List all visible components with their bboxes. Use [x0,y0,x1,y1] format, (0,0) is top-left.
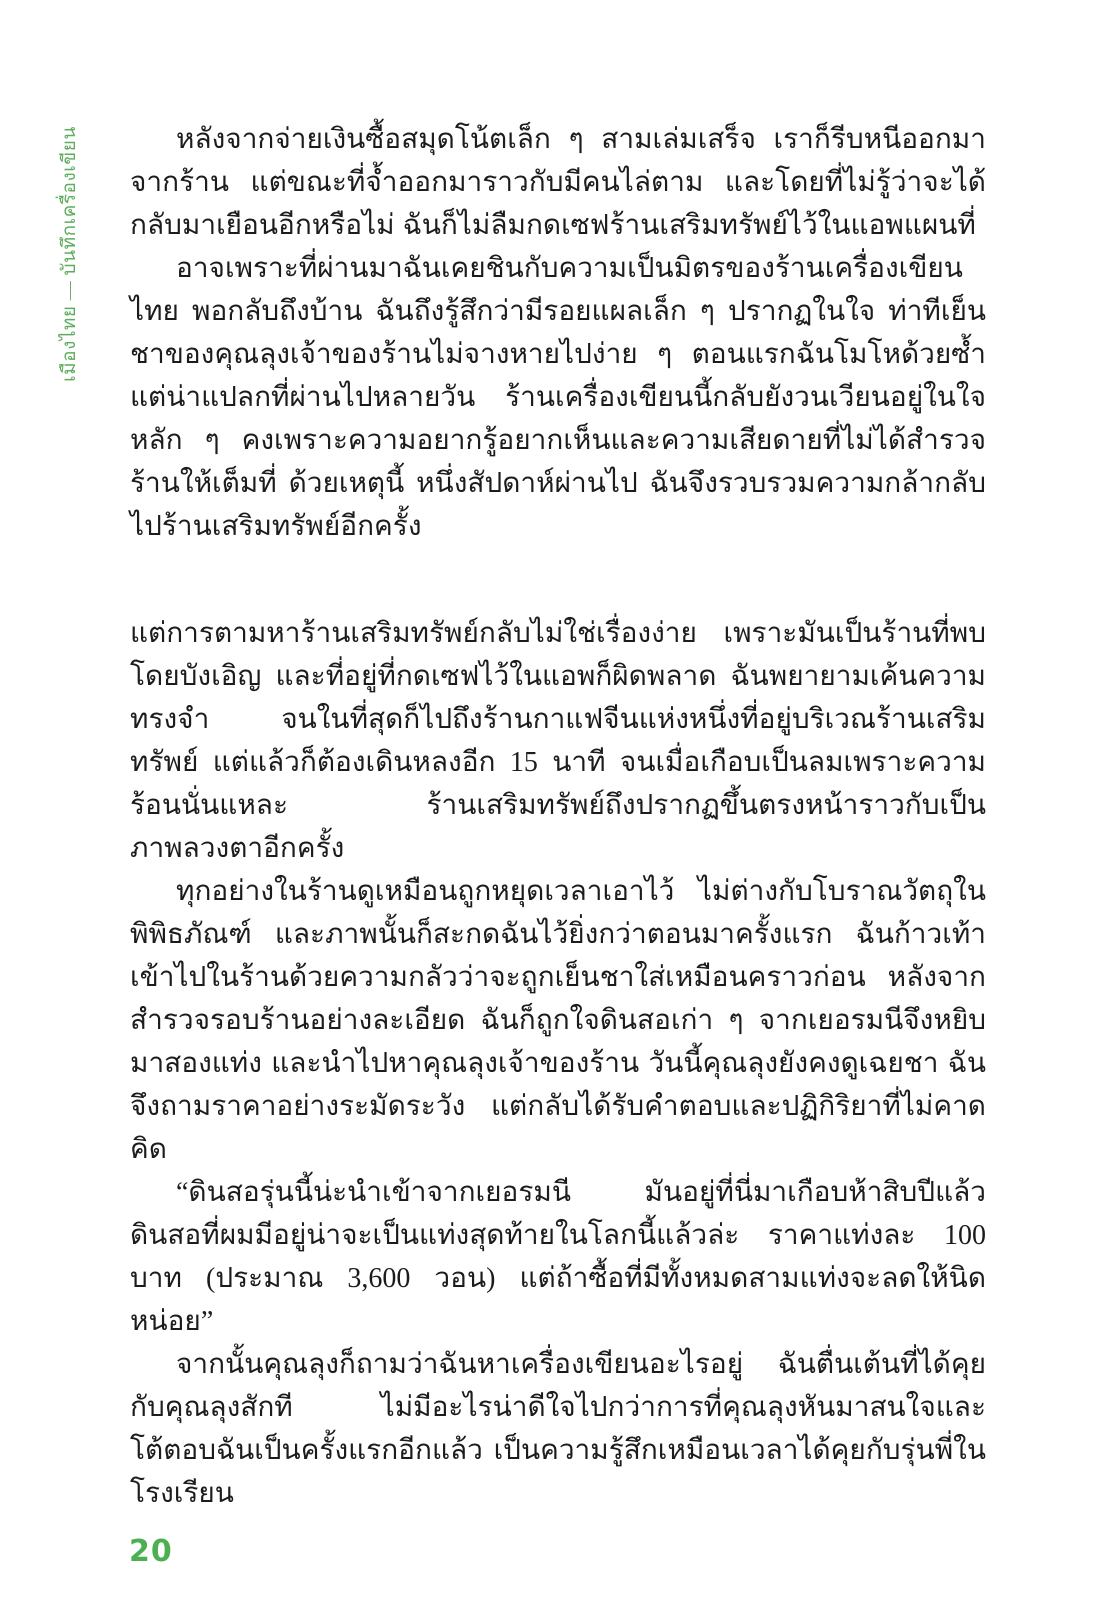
body-text-block [130,118,986,1515]
page-number: 20 [129,1534,173,1569]
body-paragraph: อาจเพราะที่ผ่านมาฉันเคยชินกับความเป็นมิตรของร้านเครื่องเขียนไทย พอกลับถึงบ้าน ฉันถึงรู้สึกว่ามีรอยแผลเล็ก ๆ ปรากฏในใจ ท่าทีเย็นชาของคุณลุงเจ้าของร้านไม่จางหายไปง่าย ๆ ตอนแรกฉันโมโหด้วยซ้ำ แต่น่าแปลกที่ผ่านไปหลายวัน ร้านเครื่องเขียนนี้กลับยังวนเวียนอยู่ในใจ หลัก ๆ คงเพราะความอยากรู้อยากเห็นและความเสียดายที่ไม่ได้สำรวจร้านให้เต็มที่ ด้วยเหตุนี้ หนึ่งสัปดาห์ผ่านไป ฉันจึงรวบรวมความกล้ากลับไปร้านเสริมทรัพย์อีกครั้ง [130,253,986,542]
body-paragraph: จากนั้นคุณลุงก็ถามว่าฉันหาเครื่องเขียนอะไรอยู่ ฉันตื่นเต้นที่ได้คุยกับคุณลุงสักที ไม่มีอะไรน่าดีใจไปกว่าการที่คุณลุงหันมาสนใจและโต้ตอบฉันเป็นครั้งแรกอีกแล้ว เป็นความรู้สึกเหมือนเวลาได้คุยกับรุ่นพี่ในโรงเรียน [130,1349,986,1509]
body-paragraph: ทุกอย่างในร้านดูเหมือนถูกหยุดเวลาเอาไว้ ไม่ต่างกับโบราณวัตถุในพิพิธภัณฑ์ และภาพนั้นก็สะกดฉันไว้ยิ่งกว่าตอนมาครั้งแรก ฉันก้าวเท้าเข้าไปในร้านด้วยความกลัวว่าจะถูกเย็นชาใส่เหมือนคราวก่อน หลังจากสำรวจรอบร้านอย่างละเอียด ฉันก็ถูกใจดินสอเก่า ๆ จากเยอรมนีจึงหยิบมาสองแท่ง และนำไปหาคุณลุงเจ้าของร้าน วันนี้คุณลุงยังคงดูเฉยชา ฉันจึงถามราคาอย่างระมัดระวัง แต่กลับได้รับคำตอบและปฏิกิริยาที่ไม่คาดคิด [130,876,986,1165]
body-paragraph: หลังจากจ่ายเงินซื้อสมุดโน้ตเล็ก ๆ สามเล่มเสร็จ เราก็รีบหนีออกมาจากร้าน แต่ขณะที่จ้ำออกมาราวกับมีคนไล่ตาม และโดยที่ไม่รู้ว่าจะได้กลับมาเยือนอีกหรือไม่ ฉันก็ไม่ลืมกดเซฟร้านเสริมทรัพย์ไว้ในแอพแผนที่ [130,124,986,241]
margin-vertical-running-header: เมืองไทย — บันทึกเครื่องเขียน [59,126,80,382]
body-paragraph: “ดินสอรุ่นนี้น่ะนำเข้าจากเยอรมนี มันอยู่ที่นี่มาเกือบห้าสิบปีแล้ว ดินสอที่ผมมีอยู่น่าจะเป็นแท่งสุดท้ายในโลกนี้แล้วล่ะ ราคาแท่งละ 100 บาท (ประมาณ 3,600 วอน) แต่ถ้าซื้อที่มีทั้งหมดสามแท่งจะลดให้นิดหน่อย” [130,1177,986,1337]
body-paragraph: แต่การตามหาร้านเสริมทรัพย์กลับไม่ใช่เรื่องง่าย เพราะมันเป็นร้านที่พบโดยบังเอิญ และที่อยู่ที่กดเซฟไว้ในแอพก็ผิดพลาด ฉันพยายามเค้นความทรงจำ จนในที่สุดก็ไปถึงร้านกาแฟจีนแห่งหนึ่งที่อยู่บริเวณร้านเสริมทรัพย์ แต่แล้วก็ต้องเดินหลงอีก 15 นาที จนเมื่อเกือบเป็นลมเพราะความร้อนนั่นแหละ ร้านเสริมทรัพย์ถึงปรากฏขึ้นตรงหน้าราวกับเป็นภาพลวงตาอีกครั้ง [130,618,986,864]
